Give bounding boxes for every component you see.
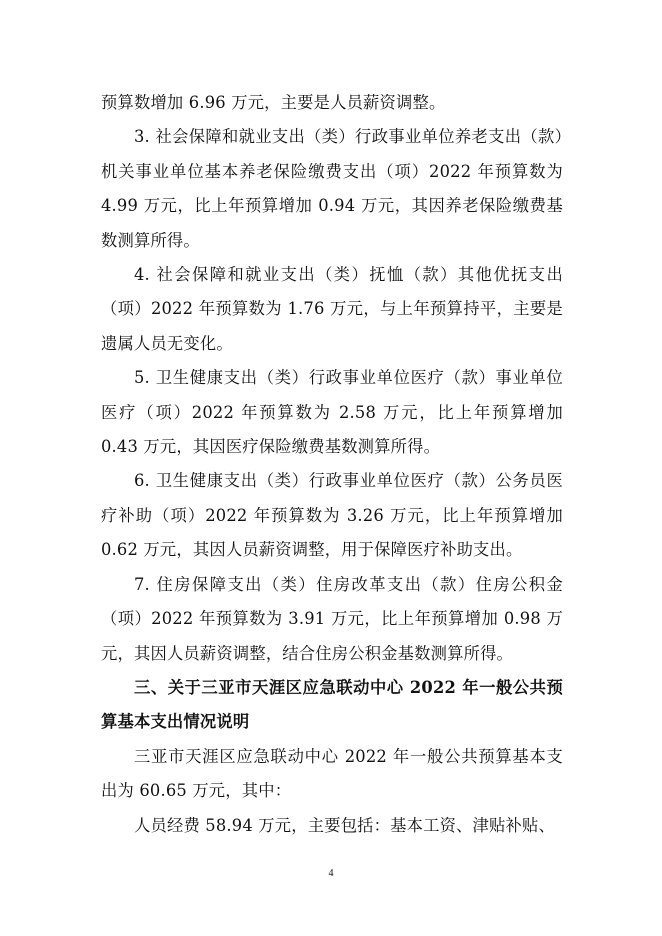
- paragraph-item-6-civil-servant-medical: 6. 卫生健康支出（类）行政事业单位医疗（款）公务员医疗补助（项）2022 年预算数为 3.26 万元，比上年预算增加 0.62 万元，其因人员薪资调整，用于保障医疗补助支出。: [101, 471, 563, 560]
- paragraph-budget-increase-salary: 预算数增加 6.96 万元，主要是人员薪资调整。: [101, 93, 446, 112]
- paragraph-item-4-pension-relief: 4. 社会保障和就业支出（类）抚恤（款）其他优抚支出（项）2022 年预算数为 1.76 万元，与上年预算持平，主要是遗属人员无变化。: [101, 265, 563, 353]
- paragraph-item-7-housing-fund: 7. 住房保障支出（类）住房改革支出（款）住房公积金（项）2022 年预算数为 3.91 万元，比上年预算增加 0.98 万元，其因人员薪资调整，结合住房公积金基数测算所得。: [101, 574, 563, 663]
- paragraph-personnel-expenses: 人员经费 58.94 万元，主要包括：基本工资、津贴补贴、: [134, 815, 555, 835]
- paragraph-item-5-medical: 5. 卫生健康支出（类）行政事业单位医疗（款）事业单位医疗（项）2022 年预算数为 2.58 万元，比上年预算增加 0.43 万元，其因医疗保险缴费基数测算所得。: [101, 368, 563, 457]
- page-number: 4: [328, 868, 334, 879]
- section-heading-basic-expenditure: 三、关于三亚市天涯区应急联动中心 2022 年一般公共预算基本支出情况说明: [101, 677, 563, 732]
- paragraph-item-3-pension: 3. 社会保障和就业支出（类）行政事业单位养老支出（款）机关事业单位基本养老保险缴费支出（项）2022 年预算数为 4.99 万元，比上年预算增加 0.94 万元，其因养老保险缴费基数测算所得。: [101, 127, 563, 250]
- page-body: [101, 86, 563, 843]
- paragraph-basic-expenditure-total: 三亚市天涯区应急联动中心 2022 年一般公共预算基本支出为 60.65 万元，其中：: [101, 746, 563, 801]
